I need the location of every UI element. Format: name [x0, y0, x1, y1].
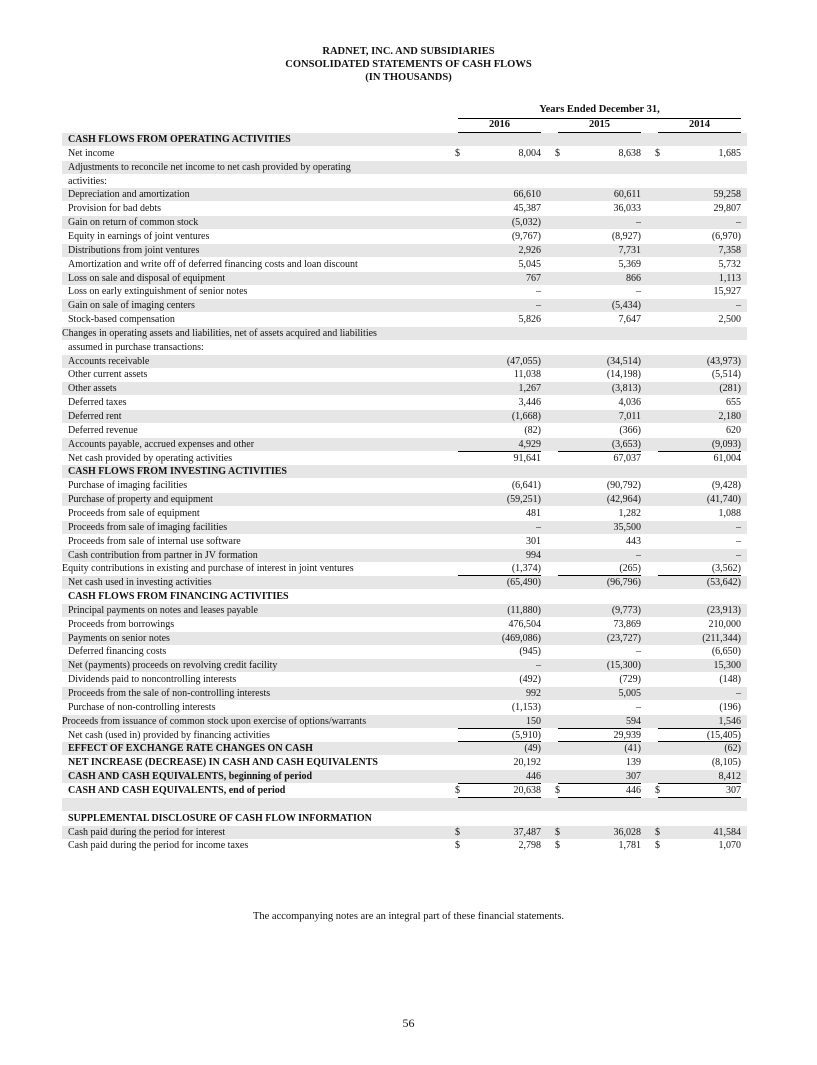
row-label: Proceeds from issuance of common stock upon exercise of options/warrants — [62, 716, 367, 727]
subtotal-rule — [458, 783, 541, 784]
subtotal-rule — [458, 451, 541, 452]
cell-2015: (14,198) — [606, 369, 641, 380]
row-label: Loss on early extinguishment of senior notes — [68, 286, 248, 297]
cell-2015: 35,500 — [613, 522, 641, 533]
row-label: Deferred rent — [68, 411, 122, 422]
cell-2016: (9,767) — [511, 231, 541, 242]
cell-2014: (196) — [719, 702, 741, 713]
row-label: Net cash (used in) provided by financing activities — [68, 730, 270, 741]
cell-2014: (43,973) — [706, 356, 741, 367]
row-label: Deferred taxes — [68, 397, 127, 408]
page-number: 56 — [402, 1016, 415, 1030]
cell-2016: (47,055) — [506, 356, 541, 367]
section-row — [62, 742, 747, 755]
cell-2015: 1,781 — [618, 840, 641, 851]
dollar-sign: $ — [555, 785, 560, 796]
cell-2014: 1,546 — [718, 716, 741, 727]
cell-2015: 866 — [626, 273, 641, 284]
subtotal-rule — [558, 451, 641, 452]
row-label: Cash contribution from partner in JV formation — [68, 550, 258, 561]
table-row — [62, 479, 747, 492]
row-label: Accounts payable, accrued expenses and other — [68, 439, 255, 450]
table-row — [62, 368, 747, 381]
cell-2016: – — [536, 286, 541, 297]
table-row — [62, 604, 747, 617]
cell-2015: 67,037 — [613, 453, 641, 464]
table-row — [62, 424, 747, 437]
section-row — [62, 590, 747, 603]
table-row — [62, 175, 747, 188]
row-label: Proceeds from sale of equipment — [68, 508, 200, 519]
cell-2014: – — [736, 550, 741, 561]
cell-2015: (3,813) — [611, 383, 641, 394]
table-row — [62, 839, 747, 852]
subtotal-rule — [458, 728, 541, 729]
cell-2015: (90,792) — [606, 480, 641, 491]
cell-2015: 73,869 — [613, 619, 641, 630]
cell-2015: 60,611 — [613, 189, 641, 200]
subtotal-rule — [558, 741, 641, 742]
dollar-sign: $ — [455, 148, 460, 159]
subtotal-rule — [458, 575, 541, 576]
cell-2015: (9,773) — [611, 605, 641, 616]
company-name: RADNET, INC. AND SUBSIDIARIES — [322, 46, 495, 57]
cell-2015: (3,653) — [611, 439, 641, 450]
subtotal-rule — [658, 728, 741, 729]
row-label: Proceeds from sale of imaging facilities — [68, 522, 228, 533]
cell-2015: 36,033 — [613, 203, 641, 214]
table-row — [62, 327, 747, 340]
cell-2016: 5,045 — [518, 259, 541, 270]
section-row — [62, 812, 747, 825]
row-label: Purchase of non-controlling interests — [68, 702, 216, 713]
cell-2015: 36,028 — [613, 827, 641, 838]
cell-2014: 210,000 — [708, 619, 741, 630]
row-label: Accounts receivable — [68, 356, 150, 367]
table-row — [62, 715, 747, 728]
cell-2015: (15,300) — [606, 660, 641, 671]
table-row — [62, 188, 747, 201]
dollar-sign: $ — [455, 827, 460, 838]
cell-2014: (3,562) — [711, 563, 741, 574]
cell-2014: (15,405) — [706, 730, 741, 741]
row-label: Loss on sale and disposal of equipment — [68, 273, 226, 284]
cell-2014: (211,344) — [702, 633, 741, 644]
row-label: Deferred financing costs — [68, 646, 167, 657]
cell-2015: 139 — [626, 757, 641, 768]
row-label: Proceeds from the sale of non-controlling interests — [68, 688, 271, 699]
cell-2015: 4,036 — [618, 397, 641, 408]
statement-title: CONSOLIDATED STATEMENTS OF CASH FLOWS — [285, 59, 532, 70]
cell-2014: (23,913) — [706, 605, 741, 616]
cell-2016: 150 — [526, 716, 541, 727]
cell-2016: – — [536, 660, 541, 671]
cell-2015: 5,369 — [618, 259, 641, 270]
cell-2016: (5,032) — [511, 217, 541, 228]
cell-2014: (148) — [719, 674, 741, 685]
cell-2015: (34,514) — [606, 356, 641, 367]
cell-2015: – — [636, 702, 641, 713]
cell-2014: 15,927 — [713, 286, 741, 297]
table-row — [62, 341, 747, 354]
cell-2016: 301 — [526, 536, 541, 547]
row-label: Adjustments to reconcile net income to net cash provided by operating — [68, 162, 351, 173]
row-label: Payments on senior notes — [68, 633, 170, 644]
table-row — [62, 396, 747, 409]
cell-2016: 2,798 — [518, 840, 541, 851]
cell-2014: 307 — [726, 785, 741, 796]
section-row — [62, 770, 747, 783]
cell-2015: 443 — [626, 536, 641, 547]
table-row — [62, 645, 747, 658]
cell-2015: 1,282 — [618, 508, 641, 519]
cell-2014: (6,650) — [711, 646, 741, 657]
table-row — [62, 438, 747, 451]
subtotal-rule — [558, 783, 641, 784]
cell-2014: 1,070 — [718, 840, 741, 851]
table-row — [62, 147, 747, 160]
cell-2016: 20,192 — [513, 757, 541, 768]
section-row — [62, 756, 747, 769]
table-row — [62, 535, 747, 548]
cell-2015: 7,647 — [618, 314, 641, 325]
cell-2016: (49) — [524, 743, 541, 754]
row-label: Provision for bad debts — [68, 203, 162, 214]
table-row — [62, 258, 747, 271]
cell-2016: 91,641 — [513, 453, 541, 464]
subtotal-rule — [458, 741, 541, 742]
cell-2016: 66,610 — [513, 189, 541, 200]
year-header-2014: 2014 — [689, 119, 710, 130]
cell-2014: – — [736, 688, 741, 699]
cell-2014: 59,258 — [713, 189, 741, 200]
cell-2014: 620 — [726, 425, 741, 436]
cell-2016: 1,267 — [518, 383, 541, 394]
cell-2014: 7,358 — [718, 245, 741, 256]
cell-2015: 594 — [626, 716, 641, 727]
cell-2015: (729) — [619, 674, 641, 685]
row-label: CASH AND CASH EQUIVALENTS, beginning of period — [68, 771, 313, 782]
cell-2015: (366) — [619, 425, 641, 436]
cell-2014: 29,807 — [713, 203, 741, 214]
cell-2014: 2,500 — [718, 314, 741, 325]
row-label: Gain on return of common stock — [68, 217, 199, 228]
cell-2016: 767 — [526, 273, 541, 284]
dollar-sign: $ — [655, 840, 660, 851]
cell-2014: (41,740) — [706, 494, 741, 505]
row-label: Purchase of property and equipment — [68, 494, 213, 505]
cell-2016: (1,374) — [511, 563, 541, 574]
subtotal-rule — [558, 728, 641, 729]
table-row — [62, 410, 747, 423]
table-row — [62, 521, 747, 534]
row-label: Amortization and write off of deferred financing costs and loan discount — [68, 259, 358, 270]
row-label: Depreciation and amortization — [68, 189, 190, 200]
table-row — [62, 285, 747, 298]
row-label: Net income — [68, 148, 115, 159]
cell-2016: (65,490) — [506, 577, 541, 588]
section-row — [62, 133, 747, 146]
cell-2014: 61,004 — [713, 453, 741, 464]
cell-2016: 446 — [526, 771, 541, 782]
table-row — [62, 313, 747, 326]
dollar-sign: $ — [555, 827, 560, 838]
cell-2014: 1,685 — [718, 148, 741, 159]
table-row — [62, 549, 747, 562]
cell-2014: 41,584 — [713, 827, 741, 838]
cell-2016: 481 — [526, 508, 541, 519]
cell-2015: – — [636, 217, 641, 228]
cell-2015: 7,011 — [618, 411, 641, 422]
dollar-sign: $ — [555, 840, 560, 851]
cell-2016: 11,038 — [513, 369, 541, 380]
cell-2014: (6,970) — [711, 231, 741, 242]
subtotal-rule — [558, 575, 641, 576]
cell-2016: (82) — [524, 425, 541, 436]
row-label: Cash paid during the period for income taxes — [68, 840, 249, 851]
cell-2016: 3,446 — [518, 397, 541, 408]
row-label: EFFECT OF EXCHANGE RATE CHANGES ON CASH — [68, 743, 313, 754]
row-label: Other assets — [68, 383, 117, 394]
cell-2016: (469,086) — [501, 633, 541, 644]
cell-2016: (59,251) — [506, 494, 541, 505]
table-row — [62, 562, 747, 575]
cell-2014: (9,428) — [711, 480, 741, 491]
cell-2016: 4,929 — [518, 439, 541, 450]
row-label: CASH FLOWS FROM INVESTING ACTIVITIES — [68, 466, 287, 477]
cell-2016: (6,641) — [511, 480, 541, 491]
cell-2016: (1,668) — [511, 411, 541, 422]
cell-2014: 5,732 — [718, 259, 741, 270]
cell-2014: 655 — [726, 397, 741, 408]
cell-2015: 7,731 — [618, 245, 641, 256]
cell-2016: (11,880) — [507, 605, 541, 616]
row-label: Equity in earnings of joint ventures — [68, 231, 210, 242]
table-row — [62, 216, 747, 229]
table-row — [62, 826, 747, 839]
table-row — [62, 576, 747, 589]
period-header: Years Ended December 31, — [539, 104, 660, 115]
table-row — [62, 507, 747, 520]
table-row — [62, 299, 747, 312]
cell-2015: (5,434) — [611, 300, 641, 311]
table-row — [62, 452, 747, 465]
cell-2016: – — [536, 300, 541, 311]
cell-2016: 5,826 — [518, 314, 541, 325]
cell-2014: 2,180 — [718, 411, 741, 422]
table-row — [62, 729, 747, 742]
table-row — [62, 161, 747, 174]
cell-2015: (42,964) — [606, 494, 641, 505]
cell-2015: (8,927) — [611, 231, 641, 242]
row-label: Proceeds from sale of internal use software — [68, 536, 241, 547]
row-label: Distributions from joint ventures — [68, 245, 200, 256]
row-label: Equity contributions in existing and purchase of interest in joint ventures — [62, 563, 354, 574]
row-label: CASH FLOWS FROM OPERATING ACTIVITIES — [68, 134, 291, 145]
cell-2016: 2,926 — [518, 245, 541, 256]
row-label: Changes in operating assets and liabilities, net of assets acquired and liabilities — [62, 328, 377, 339]
cell-2015: 8,638 — [618, 148, 641, 159]
cell-2015: (41) — [624, 743, 641, 754]
dollar-sign: $ — [455, 840, 460, 851]
cell-2015: 29,939 — [613, 730, 641, 741]
cell-2015: (96,796) — [606, 577, 641, 588]
subtotal-rule — [658, 783, 741, 784]
subtotal-rule — [658, 575, 741, 576]
table-row — [62, 659, 747, 672]
row-label: Deferred revenue — [68, 425, 138, 436]
table-row — [62, 355, 747, 368]
year-header-2015: 2015 — [589, 119, 610, 130]
row-label: Proceeds from borrowings — [68, 619, 175, 630]
row-label: Net (payments) proceeds on revolving credit facility — [68, 660, 278, 671]
cell-2014: (53,642) — [706, 577, 741, 588]
cell-2016: (5,910) — [511, 730, 541, 741]
row-label: Gain on sale of imaging centers — [68, 300, 195, 311]
cell-2015: (23,727) — [606, 633, 641, 644]
row-label: SUPPLEMENTAL DISCLOSURE OF CASH FLOW INFORMATION — [68, 813, 372, 824]
row-label: Cash paid during the period for interest — [68, 827, 226, 838]
row-label: Net cash used in investing activities — [68, 577, 212, 588]
cell-2015: – — [636, 550, 641, 561]
dollar-sign: $ — [655, 827, 660, 838]
cell-2016: (492) — [519, 674, 541, 685]
row-label: NET INCREASE (DECREASE) IN CASH AND CASH EQUIVALENTS — [68, 757, 378, 768]
table-row — [62, 798, 747, 811]
row-label: assumed in purchase transactions: — [68, 342, 204, 353]
row-label: Dividends paid to noncontrolling interests — [68, 674, 237, 685]
table-row — [62, 687, 747, 700]
table-row — [62, 382, 747, 395]
dollar-sign: $ — [455, 785, 460, 796]
table-row — [62, 618, 747, 631]
row-label: CASH AND CASH EQUIVALENTS, end of period — [68, 785, 286, 796]
table-row — [62, 202, 747, 215]
cell-2016: (945) — [519, 646, 541, 657]
subtotal-rule — [658, 451, 741, 452]
cell-2014: – — [736, 300, 741, 311]
dollar-sign: $ — [655, 148, 660, 159]
cell-2014: 1,088 — [718, 508, 741, 519]
subtotal-rule — [658, 741, 741, 742]
row-label: activities: — [68, 176, 107, 187]
cell-2016: – — [536, 522, 541, 533]
cell-2015: (265) — [619, 563, 641, 574]
cell-2015: 5,005 — [618, 688, 641, 699]
cell-2014: – — [736, 522, 741, 533]
cell-2016: (1,153) — [511, 702, 541, 713]
cell-2014: 15,300 — [713, 660, 741, 671]
cell-2016: 37,487 — [513, 827, 541, 838]
dollar-sign: $ — [555, 148, 560, 159]
cell-2014: 1,113 — [718, 273, 741, 284]
cell-2014: (9,093) — [711, 439, 741, 450]
table-row — [62, 632, 747, 645]
table-row — [62, 272, 747, 285]
cell-2016: 45,387 — [513, 203, 541, 214]
row-label: Net cash provided by operating activities — [68, 453, 233, 464]
cell-2014: (8,105) — [711, 757, 741, 768]
cell-2014: – — [736, 536, 741, 547]
cell-2016: 992 — [526, 688, 541, 699]
row-label: Principal payments on notes and leases payable — [68, 605, 258, 616]
units-note: (IN THOUSANDS) — [365, 72, 452, 83]
cell-2016: 8,004 — [518, 148, 541, 159]
table-row — [62, 493, 747, 506]
row-label: Purchase of imaging facilities — [68, 480, 188, 491]
cell-2014: (5,514) — [711, 369, 741, 380]
year-header-2016: 2016 — [489, 119, 510, 130]
cell-2014: (62) — [724, 743, 741, 754]
cell-2015: – — [636, 646, 641, 657]
dollar-sign: $ — [655, 785, 660, 796]
table-row — [62, 673, 747, 686]
row-label: CASH FLOWS FROM FINANCING ACTIVITIES — [68, 591, 289, 602]
cell-2014: – — [736, 217, 741, 228]
cell-2016: 476,504 — [508, 619, 541, 630]
cell-2014: (281) — [719, 383, 741, 394]
cell-2016: 20,638 — [513, 785, 541, 796]
cell-2015: – — [636, 286, 641, 297]
cell-2016: 994 — [526, 550, 541, 561]
table-row — [62, 701, 747, 714]
footnote: The accompanying notes are an integral part of these financial statements. — [252, 911, 565, 922]
cell-2015: 307 — [626, 771, 641, 782]
table-row — [62, 230, 747, 243]
row-label: Other current assets — [68, 369, 148, 380]
cell-2014: 8,412 — [718, 771, 741, 782]
section-row — [62, 784, 747, 797]
section-row — [62, 465, 747, 478]
table-row — [62, 244, 747, 257]
cell-2015: 446 — [626, 785, 641, 796]
row-label: Stock-based compensation — [68, 314, 175, 325]
